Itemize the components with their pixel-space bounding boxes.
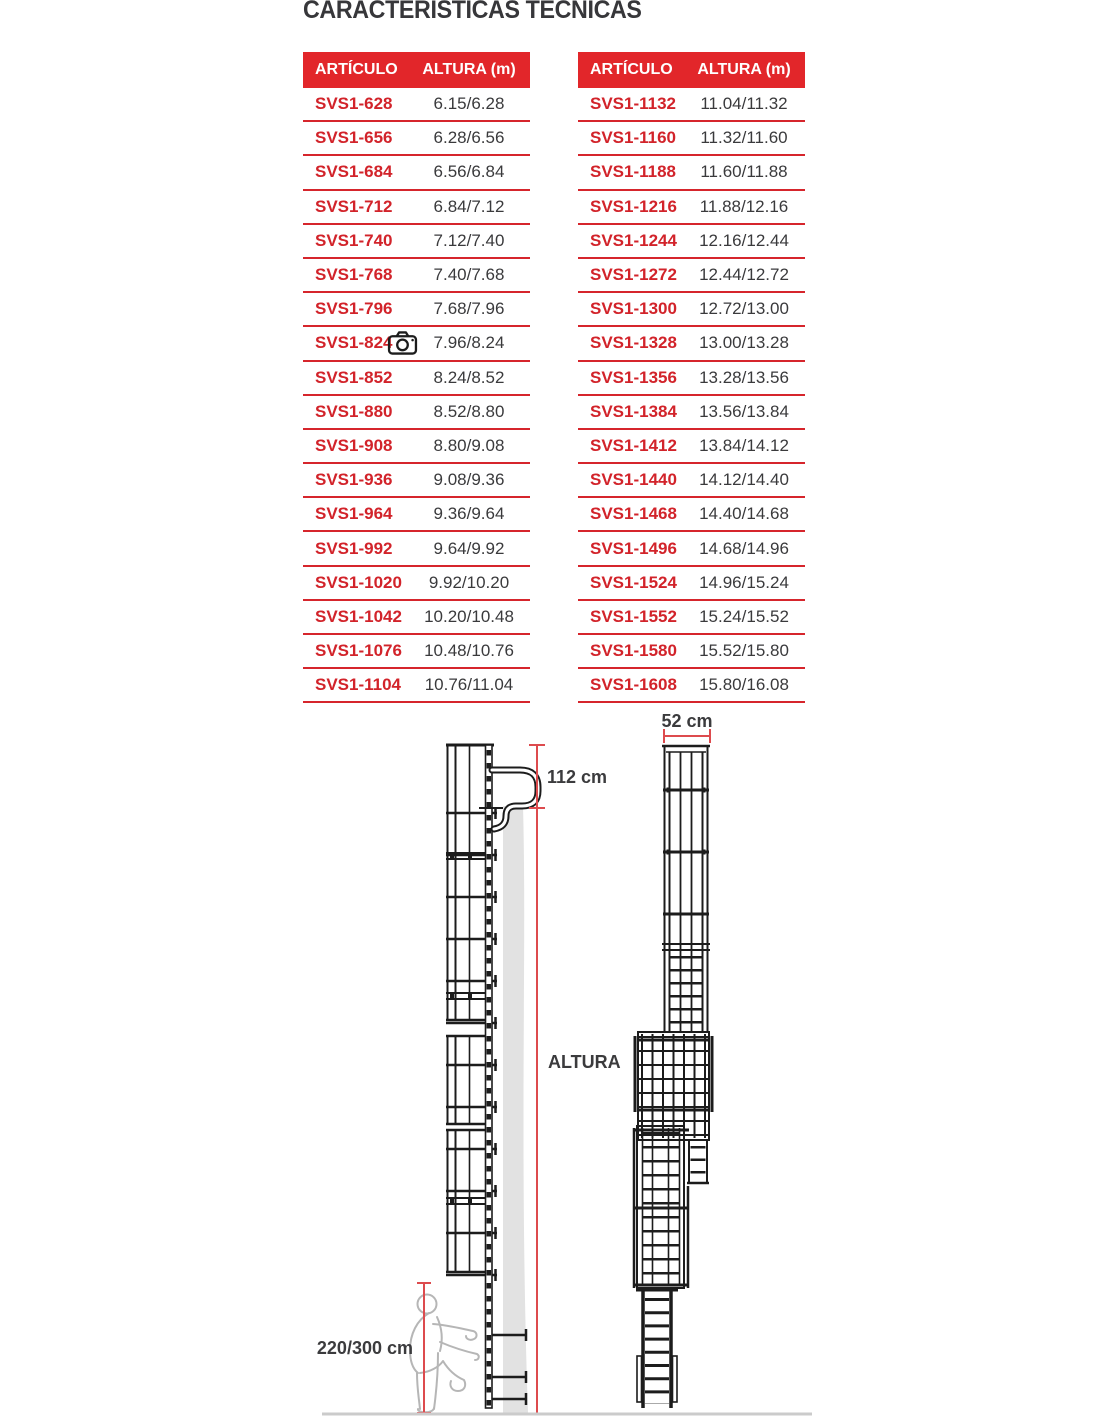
column-header-height: ALTURA (m): [697, 61, 791, 78]
height-range: 13.28/13.56: [699, 367, 789, 387]
table-row: [303, 156, 530, 190]
article-code: SVS1-992: [315, 538, 393, 558]
table-row: [303, 532, 530, 566]
table-row: [303, 669, 530, 703]
table-row: [578, 430, 805, 464]
height-range: 13.00/13.28: [699, 333, 789, 353]
table-row: [303, 259, 530, 293]
article-code: SVS1-1272: [590, 265, 677, 285]
table-row: [303, 601, 530, 635]
article-code: SVS1-1384: [590, 401, 677, 421]
article-code: SVS1-1188: [590, 162, 677, 182]
height-range: 12.72/13.00: [699, 299, 789, 319]
height-range: 9.64/9.92: [433, 538, 505, 558]
height-range: 14.40/14.68: [699, 504, 789, 524]
article-code: SVS1-1608: [590, 675, 677, 695]
height-range: 15.52/15.80: [699, 641, 789, 661]
article-code: SVS1-1042: [315, 606, 402, 626]
article-code: SVS1-1468: [590, 504, 677, 524]
table-row: [303, 327, 530, 361]
article-code: SVS1-908: [315, 435, 393, 455]
table-header: [578, 52, 805, 88]
table-row: [303, 430, 530, 464]
article-code: SVS1-1440: [590, 470, 677, 490]
person-figure: [410, 1295, 479, 1413]
height-range: 10.20/10.48: [424, 606, 514, 626]
dim-label-base: 220/300 cm: [316, 1338, 413, 1358]
height-range: 8.80/9.08: [433, 435, 505, 455]
table-row: [578, 88, 805, 122]
height-range: 7.40/7.68: [433, 265, 505, 285]
article-code: SVS1-628: [315, 94, 393, 114]
height-range: 7.96/8.24: [433, 333, 505, 353]
table-row: [578, 362, 805, 396]
table-row: [578, 122, 805, 156]
height-range: 14.68/14.96: [699, 538, 789, 558]
height-range: 11.32/11.60: [700, 128, 788, 148]
height-range: 15.24/15.52: [699, 606, 789, 626]
article-code: SVS1-768: [315, 265, 393, 285]
height-range: 10.48/10.76: [424, 641, 514, 661]
wall-shape: [503, 806, 528, 1413]
article-code: SVS1-824: [315, 333, 393, 353]
table-row: [578, 191, 805, 225]
spec-table-left: [303, 52, 530, 703]
dim-label-exit: 112 cm: [547, 767, 608, 787]
table-row: [578, 635, 805, 669]
height-range: 11.04/11.32: [700, 94, 788, 114]
article-code: SVS1-1244: [590, 230, 677, 250]
height-range: 12.16/12.44: [699, 230, 789, 250]
height-range: 9.08/9.36: [433, 470, 505, 490]
table-row: [303, 122, 530, 156]
table-row: [303, 191, 530, 225]
article-code: SVS1-656: [315, 128, 393, 148]
article-code: SVS1-880: [315, 401, 393, 421]
article-code: SVS1-796: [315, 299, 393, 319]
height-range: 7.68/7.96: [433, 299, 505, 319]
height-range: 13.56/13.84: [699, 401, 789, 421]
article-code: SVS1-1328: [590, 333, 677, 353]
article-code: SVS1-1216: [590, 196, 677, 216]
table-row: [303, 362, 530, 396]
table-row: [578, 669, 805, 703]
height-range: 14.96/15.24: [699, 572, 789, 592]
table-row: [303, 396, 530, 430]
height-range: 15.80/16.08: [699, 675, 789, 695]
page-title: CARACTERISTICAS TECNICAS: [303, 0, 642, 24]
table-row: [578, 396, 805, 430]
table-row: [303, 88, 530, 122]
front-view-ladder: [633, 746, 712, 1408]
table-row: [303, 567, 530, 601]
height-range: 6.28/6.56: [433, 128, 505, 148]
table-row: [578, 601, 805, 635]
article-code: SVS1-1580: [590, 641, 677, 661]
table-header: [303, 52, 530, 88]
table-row: [578, 567, 805, 601]
height-range: 8.24/8.52: [433, 367, 505, 387]
dim-label-height: ALTURA: [548, 1052, 621, 1072]
article-code: SVS1-1300: [590, 299, 677, 319]
height-range: 11.88/12.16: [699, 196, 789, 216]
table-row: [578, 532, 805, 566]
article-code: SVS1-740: [315, 230, 393, 250]
article-code: SVS1-1524: [590, 572, 677, 592]
height-range: 7.12/7.40: [433, 230, 505, 250]
table-row: [578, 327, 805, 361]
table-row: [578, 464, 805, 498]
height-range: 8.52/8.80: [433, 401, 505, 421]
ladder-technical-drawing: [300, 703, 820, 1422]
table-row: [578, 156, 805, 190]
height-range: 13.84/14.12: [699, 435, 789, 455]
table-row: [303, 225, 530, 259]
camera-icon[interactable]: [387, 331, 418, 356]
table-row: [303, 635, 530, 669]
table-row: [578, 259, 805, 293]
article-code: SVS1-964: [315, 504, 393, 524]
column-header-height: ALTURA (m): [422, 61, 516, 78]
article-code: SVS1-1160: [590, 128, 677, 148]
article-code: SVS1-684: [315, 162, 393, 182]
article-code: SVS1-1552: [590, 606, 677, 626]
table-row: [303, 498, 530, 532]
article-code: SVS1-852: [315, 367, 393, 387]
dim-label-width: 52 cm: [661, 711, 713, 731]
table-row: [578, 225, 805, 259]
article-code: SVS1-1076: [315, 641, 402, 661]
height-range: 14.12/14.40: [699, 470, 789, 490]
height-range: 12.44/12.72: [699, 265, 789, 285]
table-row: [303, 464, 530, 498]
spec-table-right: [578, 52, 805, 703]
height-range: 9.92/10.20: [428, 572, 510, 592]
height-range: 6.56/6.84: [433, 162, 505, 182]
height-range: 6.15/6.28: [433, 94, 505, 114]
table-body: [578, 88, 805, 703]
table-row: [303, 293, 530, 327]
table-body: [303, 88, 530, 703]
article-code: SVS1-712: [315, 196, 393, 216]
article-code: SVS1-1104: [315, 675, 402, 695]
height-range: 6.84/7.12: [433, 196, 505, 216]
table-row: [578, 293, 805, 327]
height-range: 11.60/11.88: [700, 162, 788, 182]
article-code: SVS1-1496: [590, 538, 677, 558]
article-code: SVS1-936: [315, 470, 393, 490]
article-code: SVS1-1356: [590, 367, 677, 387]
column-header-article: ARTÍCULO: [590, 61, 673, 78]
column-header-article: ARTÍCULO: [315, 61, 398, 78]
article-code: SVS1-1020: [315, 572, 402, 592]
article-code: SVS1-1132: [590, 94, 677, 114]
table-row: [578, 498, 805, 532]
height-range: 10.76/11.04: [424, 675, 514, 695]
height-range: 9.36/9.64: [433, 504, 505, 524]
article-code: SVS1-1412: [590, 435, 677, 455]
